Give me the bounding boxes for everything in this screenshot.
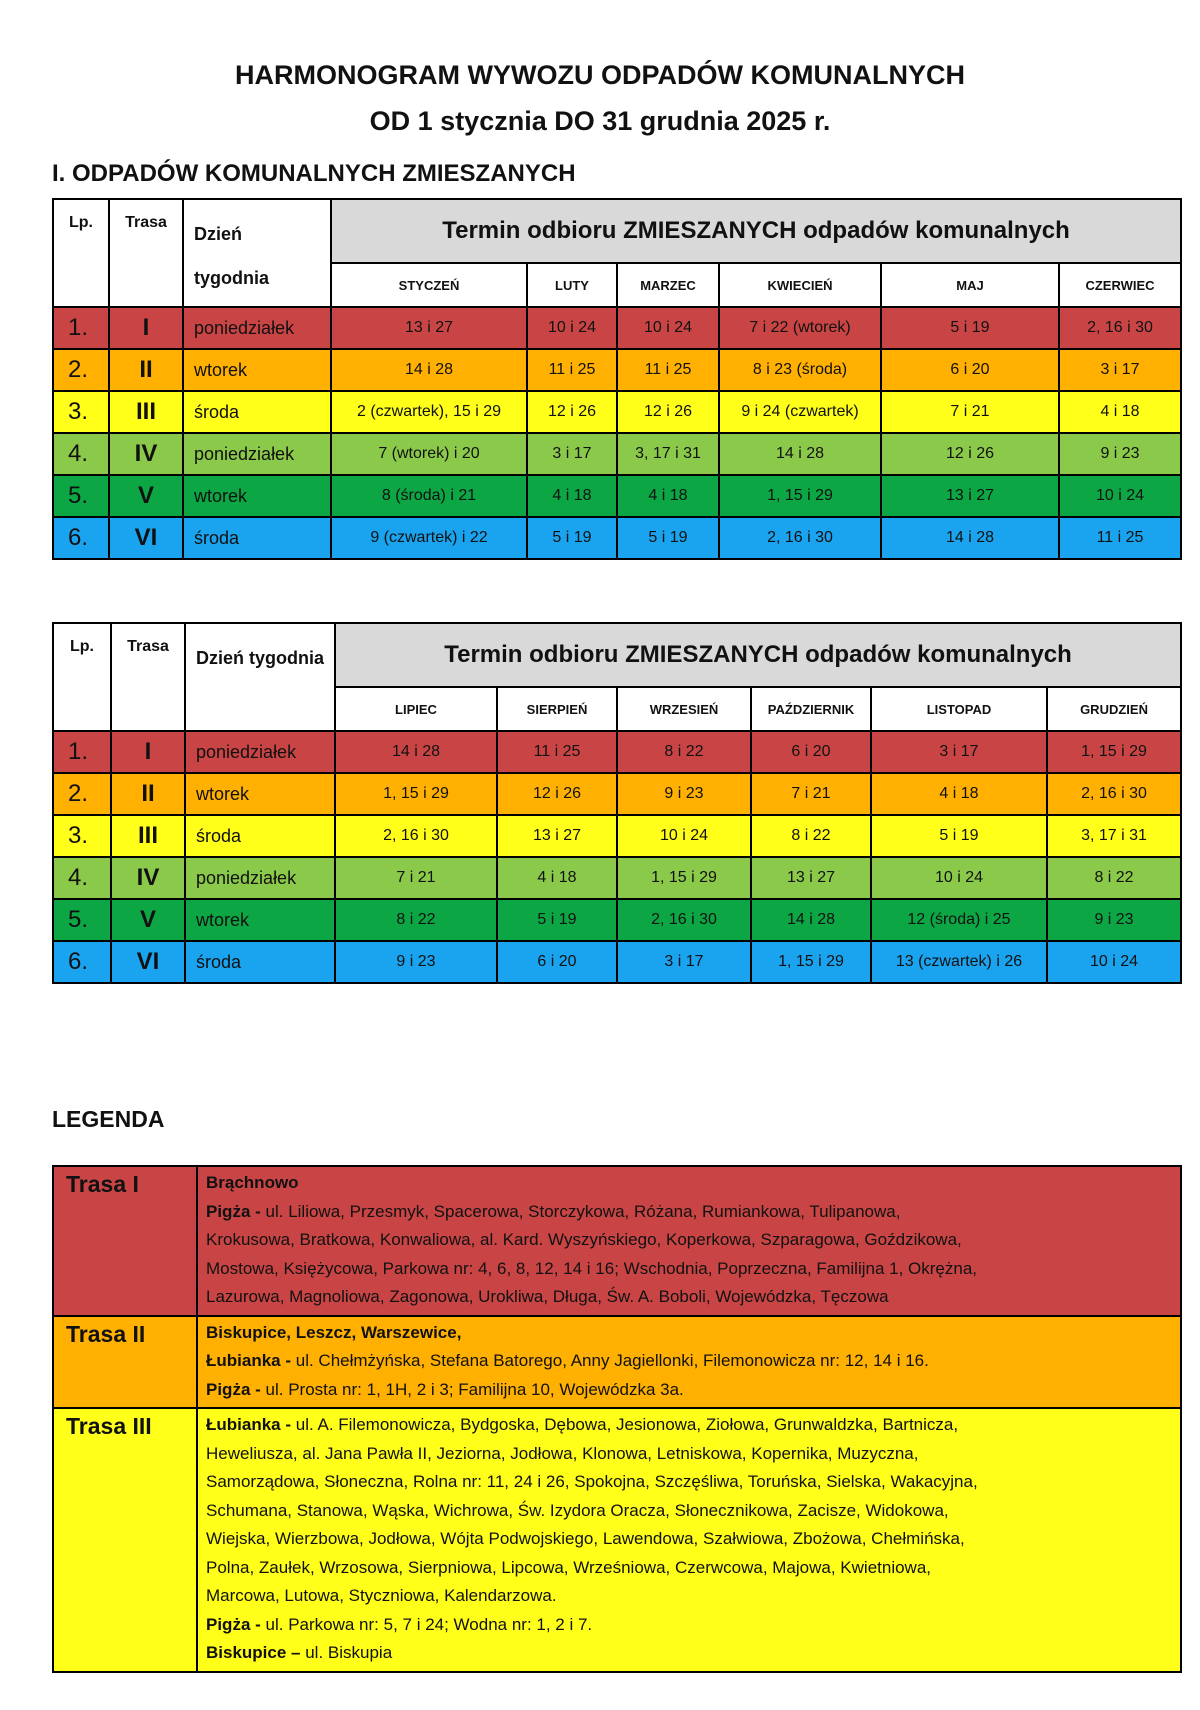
row-number: 4. <box>53 857 111 899</box>
schedule-row <box>53 433 1181 475</box>
pickup-dates: 1, 15 i 29 <box>335 773 497 815</box>
schedule-row <box>53 391 1181 433</box>
legend-line <box>206 1468 1172 1497</box>
pickup-dates: 2, 16 i 30 <box>1059 307 1181 349</box>
pickup-dates: 6 i 20 <box>497 941 617 983</box>
pickup-dates: 3, 17 i 31 <box>1047 815 1181 857</box>
schedule-row <box>53 731 1181 773</box>
pickup-dates: 6 i 20 <box>881 349 1059 391</box>
weekday: wtorek <box>183 475 331 517</box>
legend-line <box>206 1554 1172 1583</box>
pickup-dates: 11 i 25 <box>497 731 617 773</box>
pickup-dates: 10 i 24 <box>617 815 751 857</box>
legend-line <box>206 1198 1172 1227</box>
schedule-row <box>53 475 1181 517</box>
route-numeral: VI <box>109 517 183 559</box>
route-numeral: II <box>111 773 185 815</box>
legend-title: LEGENDA <box>52 1106 165 1132</box>
legend-line <box>206 1169 1172 1198</box>
weekday: wtorek <box>185 899 335 941</box>
row-number: 6. <box>53 517 109 559</box>
pickup-dates: 2, 16 i 30 <box>617 899 751 941</box>
row-number: 3. <box>53 815 111 857</box>
legend-line <box>206 1440 1172 1469</box>
weekday: środa <box>185 941 335 983</box>
pickup-dates: 1, 15 i 29 <box>719 475 881 517</box>
legend-line <box>206 1639 1172 1668</box>
pickup-dates: 14 i 28 <box>719 433 881 475</box>
month-header: MAJ <box>881 263 1059 307</box>
pickup-dates: 9 i 23 <box>335 941 497 983</box>
pickup-dates: 1, 15 i 29 <box>1047 731 1181 773</box>
street-list: ul. Biskupia <box>305 1643 393 1662</box>
schedule-row <box>53 899 1181 941</box>
street-list: Lazurowa, Magnoliowa, Zagonowa, Urokliwa, Długa, Św. A. Boboli, Wojewódzka, Tęczowa <box>206 1287 889 1306</box>
month-header: LUTY <box>527 263 617 307</box>
row-number: 4. <box>53 433 109 475</box>
weekday: wtorek <box>183 349 331 391</box>
schedule-row <box>53 517 1181 559</box>
pickup-dates: 13 i 27 <box>881 475 1059 517</box>
weekday: środa <box>183 517 331 559</box>
street-list: Wiejska, Wierzbowa, Jodłowa, Wójta Podwojskiego, Lawendowa, Szałwiowa, Zbożowa, Chełmińska, <box>206 1529 965 1548</box>
pickup-dates: 3 i 17 <box>527 433 617 475</box>
street-list: Mostowa, Księżycowa, Parkowa nr: 4, 6, 8, 12, 14 i 16; Wschodnia, Poprzeczna, Familijna 1, Okrężna, <box>206 1258 978 1278</box>
pickup-dates: 5 i 19 <box>871 815 1047 857</box>
title-line-1: HARMONOGRAM WYWOZU ODPADÓW KOMUNALNYCH <box>235 60 965 90</box>
pickup-dates: 10 i 24 <box>1059 475 1181 517</box>
pickup-dates: 10 i 24 <box>527 307 617 349</box>
street-list: ul. Chełmżyńska, Stefana Batorego, Anny Jagiellonki, Filemonowicza nr: 12, 14 i 16. <box>295 1351 929 1370</box>
month-header: PAŹDZIERNIK <box>751 687 871 731</box>
weekday: środa <box>185 815 335 857</box>
route-numeral: I <box>109 307 183 349</box>
month-header: LIPIEC <box>335 687 497 731</box>
legend-table <box>52 1165 1182 1673</box>
month-header: LISTOPAD <box>871 687 1047 731</box>
pickup-dates: 3 i 17 <box>617 941 751 983</box>
street-list: ul. Prosta nr: 1, 1H, 2 i 3; Familijna 10, Wojewódzka 3a. <box>265 1379 684 1399</box>
pickup-dates: 10 i 24 <box>871 857 1047 899</box>
street-list: Heweliusza, al. Jana Pawła II, Jeziorna, Jodłowa, Klonowa, Letniskowa, Kopernika, Muzyczna, <box>206 1443 919 1463</box>
pickup-dates: 13 i 27 <box>751 857 871 899</box>
schedule-row <box>53 815 1181 857</box>
street-list: ul. Liliowa, Przesmyk, Spacerowa, Storczykowa, Różana, Rumiankowa, Tulipanowa, <box>265 1201 901 1221</box>
schedule-row <box>53 773 1181 815</box>
legend-row <box>53 1408 1181 1672</box>
month-header: WRZESIEŃ <box>617 687 751 731</box>
pickup-dates: 7 i 22 (wtorek) <box>719 307 881 349</box>
row-number: 2. <box>53 773 111 815</box>
pickup-dates: 14 i 28 <box>751 899 871 941</box>
pickup-dates: 2 (czwartek), 15 i 29 <box>331 391 527 433</box>
pickup-dates: 2, 16 i 30 <box>335 815 497 857</box>
legend-route-streets <box>197 1408 1181 1672</box>
weekday: środa <box>183 391 331 433</box>
legend-line <box>206 1319 1172 1348</box>
pickup-dates: 9 i 23 <box>617 773 751 815</box>
pickup-dates: 4 i 18 <box>617 475 719 517</box>
pickup-dates: 7 (wtorek) i 20 <box>331 433 527 475</box>
month-header: STYCZEŃ <box>331 263 527 307</box>
pickup-dates: 5 i 19 <box>527 517 617 559</box>
legend-line <box>206 1525 1172 1554</box>
pickup-dates: 7 i 21 <box>335 857 497 899</box>
row-number: 6. <box>53 941 111 983</box>
locality-name: Łubianka - <box>206 1415 296 1434</box>
locality-name: Pigża - <box>206 1614 266 1634</box>
month-header: KWIECIEŃ <box>719 263 881 307</box>
pickup-dates: 3, 17 i 31 <box>617 433 719 475</box>
pickup-dates: 8 i 22 <box>335 899 497 941</box>
legend-route-streets <box>197 1166 1181 1316</box>
legend-route-name: Trasa III <box>53 1408 197 1672</box>
legend-line <box>206 1347 1172 1376</box>
pickup-dates: 4 i 18 <box>1059 391 1181 433</box>
legend-line <box>206 1283 1172 1312</box>
legend-line <box>206 1376 1172 1405</box>
schedule-row <box>53 349 1181 391</box>
route-numeral: VI <box>111 941 185 983</box>
pickup-dates: 1, 15 i 29 <box>751 941 871 983</box>
pickup-dates: 4 i 18 <box>527 475 617 517</box>
weekday: poniedziałek <box>185 731 335 773</box>
schedule-row <box>53 307 1181 349</box>
weekday: poniedziałek <box>185 857 335 899</box>
pickup-dates: 1, 15 i 29 <box>617 857 751 899</box>
route-numeral: III <box>111 815 185 857</box>
pickup-dates: 13 i 27 <box>331 307 527 349</box>
header-termin: Termin odbioru ZMIESZANYCH odpadów komunalnych <box>335 623 1181 687</box>
month-header: SIERPIEŃ <box>497 687 617 731</box>
schedule-row <box>53 857 1181 899</box>
locality-name: Pigża - <box>206 1379 266 1399</box>
page-title <box>0 52 1200 144</box>
pickup-dates: 8 i 22 <box>1047 857 1181 899</box>
legend-route-name: Trasa I <box>53 1166 197 1316</box>
pickup-dates: 5 i 19 <box>881 307 1059 349</box>
locality-name: Biskupice, Leszcz, Warszewice, <box>206 1322 462 1342</box>
route-numeral: I <box>111 731 185 773</box>
pickup-dates: 13 (czwartek) i 26 <box>871 941 1047 983</box>
pickup-dates: 7 i 21 <box>751 773 871 815</box>
street-list: Marcowa, Lutowa, Styczniowa, Kalendarzowa. <box>206 1586 557 1605</box>
header-trasa: Trasa <box>111 623 185 731</box>
locality-name: Biskupice – <box>206 1643 306 1662</box>
legend-route-streets <box>197 1316 1181 1409</box>
route-numeral: V <box>111 899 185 941</box>
pickup-dates: 9 i 24 (czwartek) <box>719 391 881 433</box>
pickup-dates: 9 i 23 <box>1059 433 1181 475</box>
pickup-dates: 12 i 26 <box>881 433 1059 475</box>
pickup-dates: 11 i 25 <box>1059 517 1181 559</box>
locality-name: Pigża - <box>206 1201 266 1221</box>
locality-name: Łubianka - <box>206 1351 296 1370</box>
pickup-dates: 11 i 25 <box>617 349 719 391</box>
pickup-dates: 4 i 18 <box>497 857 617 899</box>
street-list: Samorządowa, Słoneczna, Rolna nr: 11, 24 i 26, Spokojna, Szczęśliwa, Toruńska, Sielska, Wakacyjna, <box>206 1472 978 1491</box>
legend-line <box>206 1411 1172 1440</box>
legend-line <box>206 1497 1172 1526</box>
row-number: 3. <box>53 391 109 433</box>
pickup-dates: 12 i 26 <box>497 773 617 815</box>
legend-route-name: Trasa II <box>53 1316 197 1409</box>
route-numeral: IV <box>109 433 183 475</box>
legend-row <box>53 1316 1181 1409</box>
header-dzien-tygodnia: Dzień tygodnia <box>183 199 331 307</box>
pickup-dates: 9 (czwartek) i 22 <box>331 517 527 559</box>
pickup-dates: 12 i 26 <box>527 391 617 433</box>
header-trasa: Trasa <box>109 199 183 307</box>
legend-row <box>53 1166 1181 1316</box>
legend-line <box>206 1226 1172 1255</box>
header-termin: Termin odbioru ZMIESZANYCH odpadów komunalnych <box>331 199 1181 263</box>
pickup-dates: 8 i 22 <box>751 815 871 857</box>
pickup-dates: 10 i 24 <box>617 307 719 349</box>
street-list: Krokusowa, Bratkowa, Konwaliowa, al. Kard. Wyszyńskiego, Koperkowa, Szparagowa, Goździkowa, <box>206 1230 962 1249</box>
pickup-dates: 7 i 21 <box>881 391 1059 433</box>
pickup-dates: 12 i 26 <box>617 391 719 433</box>
pickup-dates: 14 i 28 <box>331 349 527 391</box>
pickup-dates: 8 i 22 <box>617 731 751 773</box>
legend-line <box>206 1255 1172 1284</box>
row-number: 2. <box>53 349 109 391</box>
pickup-dates: 11 i 25 <box>527 349 617 391</box>
route-numeral: III <box>109 391 183 433</box>
weekday: poniedziałek <box>183 307 331 349</box>
legend-line <box>206 1582 1172 1611</box>
schedule-row <box>53 941 1181 983</box>
locality-name: Brąchnowo <box>206 1173 299 1192</box>
pickup-dates: 4 i 18 <box>871 773 1047 815</box>
route-numeral: V <box>109 475 183 517</box>
pickup-dates: 5 i 19 <box>497 899 617 941</box>
header-lp: Lp. <box>53 623 111 731</box>
month-header: GRUDZIEŃ <box>1047 687 1181 731</box>
pickup-dates: 9 i 23 <box>1047 899 1181 941</box>
schedule-table-jul-dec <box>52 622 1182 984</box>
pickup-dates: 13 i 27 <box>497 815 617 857</box>
pickup-dates: 5 i 19 <box>617 517 719 559</box>
title-line-2: OD 1 stycznia DO 31 grudnia 2025 r. <box>369 106 831 136</box>
route-numeral: IV <box>111 857 185 899</box>
pickup-dates: 3 i 17 <box>1059 349 1181 391</box>
legend-line <box>206 1611 1172 1640</box>
street-list: ul. Parkowa nr: 5, 7 i 24; Wodna nr: 1, 2 i 7. <box>265 1614 593 1634</box>
pickup-dates: 8 (środa) i 21 <box>331 475 527 517</box>
street-list: Polna, Zaułek, Wrzosowa, Sierpniowa, Lipcowa, Wrześniowa, Czerwcowa, Majowa, Kwietniowa, <box>206 1557 932 1577</box>
header-lp: Lp. <box>53 199 109 307</box>
route-numeral: II <box>109 349 183 391</box>
pickup-dates: 3 i 17 <box>871 731 1047 773</box>
section-title: I. ODPADÓW KOMUNALNYCH ZMIESZANYCH <box>52 160 576 187</box>
month-header: MARZEC <box>617 263 719 307</box>
row-number: 5. <box>53 475 109 517</box>
pickup-dates: 2, 16 i 30 <box>1047 773 1181 815</box>
pickup-dates: 12 (środa) i 25 <box>871 899 1047 941</box>
pickup-dates: 8 i 23 (środa) <box>719 349 881 391</box>
row-number: 1. <box>53 731 111 773</box>
weekday: poniedziałek <box>183 433 331 475</box>
pickup-dates: 10 i 24 <box>1047 941 1181 983</box>
street-list: Schumana, Stanowa, Wąska, Wichrowa, Św. Izydora Oracza, Słonecznikowa, Zacisze, Widokowa, <box>206 1500 949 1520</box>
schedule-table-jan-jun <box>52 198 1182 560</box>
row-number: 1. <box>53 307 109 349</box>
header-dzien-tygodnia: Dzień tygodnia <box>185 623 335 731</box>
pickup-dates: 6 i 20 <box>751 731 871 773</box>
weekday: wtorek <box>185 773 335 815</box>
pickup-dates: 14 i 28 <box>335 731 497 773</box>
pickup-dates: 14 i 28 <box>881 517 1059 559</box>
pickup-dates: 2, 16 i 30 <box>719 517 881 559</box>
row-number: 5. <box>53 899 111 941</box>
month-header: CZERWIEC <box>1059 263 1181 307</box>
street-list: ul. A. Filemonowicza, Bydgoska, Dębowa, Jesionowa, Ziołowa, Grunwaldzka, Bartnicza, <box>295 1415 959 1434</box>
